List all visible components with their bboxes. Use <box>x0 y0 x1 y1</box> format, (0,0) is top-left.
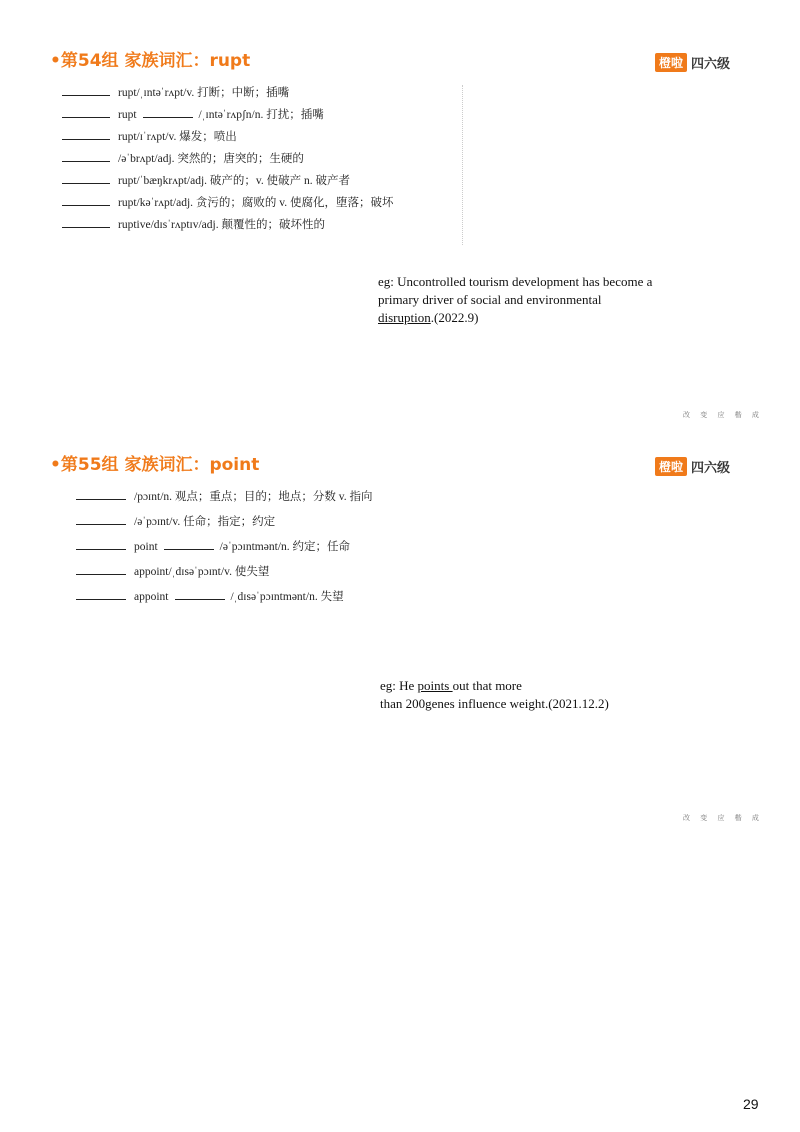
brand-level: 四六级 <box>691 461 731 476</box>
word-row <box>76 488 373 513</box>
word-row <box>62 84 394 106</box>
example-keyword: points <box>417 678 453 693</box>
word-entry: rupt/ˈbæŋkrʌpt/adj. 破产的；v. 使破产 n. 破产者 <box>118 175 351 187</box>
fill-blank <box>76 523 126 525</box>
example-line <box>380 677 609 695</box>
fill-blank <box>164 548 214 550</box>
word-row <box>76 538 373 563</box>
word-row <box>62 128 394 150</box>
word-row <box>62 216 394 238</box>
word-row <box>76 513 373 538</box>
word-row <box>76 563 373 588</box>
divider-dotted <box>462 85 463 245</box>
word-entry: point <box>134 541 158 553</box>
word-entry: /ˌdɪsəˈpɔɪntmənt/n. 失望 <box>230 591 344 603</box>
example-55 <box>380 677 609 713</box>
fill-blank <box>62 204 110 206</box>
word-list-54 <box>62 84 394 238</box>
word-entry: rupt/ɪˈrʌpt/v. 爆发；喷出 <box>118 131 237 143</box>
fill-blank <box>62 182 110 184</box>
word-entry: /əˈpɔɪntmənt/n. 约定；任命 <box>219 541 350 553</box>
word-entry: rupt <box>118 109 137 121</box>
fill-blank <box>76 573 126 575</box>
word-row <box>62 150 394 172</box>
example-line <box>378 309 652 327</box>
example-line: eg: Uncontrolled tourism development has become a <box>378 274 653 289</box>
word-list-55 <box>76 488 373 613</box>
word-entry: appoint/ˌdɪsəˈpɔɪnt/v. 使失望 <box>134 566 270 578</box>
section-55-title: •第55组 家族词汇：point <box>50 455 260 475</box>
word-row <box>62 194 394 216</box>
word-entry: rupt/kəˈrʌpt/adj. 贪污的；腐败的 v. 使腐化，堕落；破坏 <box>118 197 394 209</box>
page-number: 29 <box>743 1096 759 1112</box>
fill-blank <box>62 116 110 118</box>
brand-badge: 橙啦 <box>655 53 687 72</box>
footer-slogan-55: 改 变 应 楷 成 <box>683 814 763 822</box>
word-row <box>62 172 394 194</box>
word-entry: rupt/ˌɪntəˈrʌpt/v. 打断；中断；插嘴 <box>118 87 290 99</box>
section-54-title: •第54组 家族词汇：rupt <box>50 51 251 71</box>
fill-blank <box>76 598 126 600</box>
word-entry: appoint <box>134 591 169 603</box>
example-line: primary driver of social and environmental <box>378 292 602 307</box>
brand-level: 四六级 <box>691 57 731 72</box>
word-row <box>62 106 394 128</box>
word-entry: /ˌɪntəˈrʌpʃn/n. 打扰；插嘴 <box>198 109 324 121</box>
fill-blank <box>175 598 225 600</box>
word-entry: /əˈbrʌpt/adj. 突然的；唐突的；生硬的 <box>118 153 304 165</box>
fill-blank <box>62 226 110 228</box>
footer-slogan-54: 改 变 应 楷 成 <box>683 411 763 419</box>
fill-blank <box>62 94 110 96</box>
example-text: out that more <box>452 678 522 693</box>
brand-logo-55 <box>655 457 730 476</box>
example-keyword: disruption <box>378 310 431 325</box>
brand-logo-54 <box>655 53 730 72</box>
word-row <box>76 588 373 613</box>
fill-blank <box>62 138 110 140</box>
fill-blank <box>62 160 110 162</box>
fill-blank <box>143 116 193 118</box>
example-line: than 200genes influence weight.(2021.12.2) <box>380 696 609 711</box>
word-entry: /pɔɪnt/n. 观点；重点；目的；地点；分数 v. 指向 <box>134 491 373 503</box>
example-prefix: eg: He <box>380 678 418 693</box>
word-entry: ruptive/dɪsˈrʌptɪv/adj. 颠覆性的；破坏性的 <box>118 219 325 231</box>
word-entry: /əˈpɔɪnt/v. 任命；指定；约定 <box>134 516 276 528</box>
fill-blank <box>76 548 126 550</box>
fill-blank <box>76 498 126 500</box>
brand-badge: 橙啦 <box>655 457 687 476</box>
example-source: .(2022.9) <box>430 310 479 325</box>
example-54 <box>378 273 652 327</box>
